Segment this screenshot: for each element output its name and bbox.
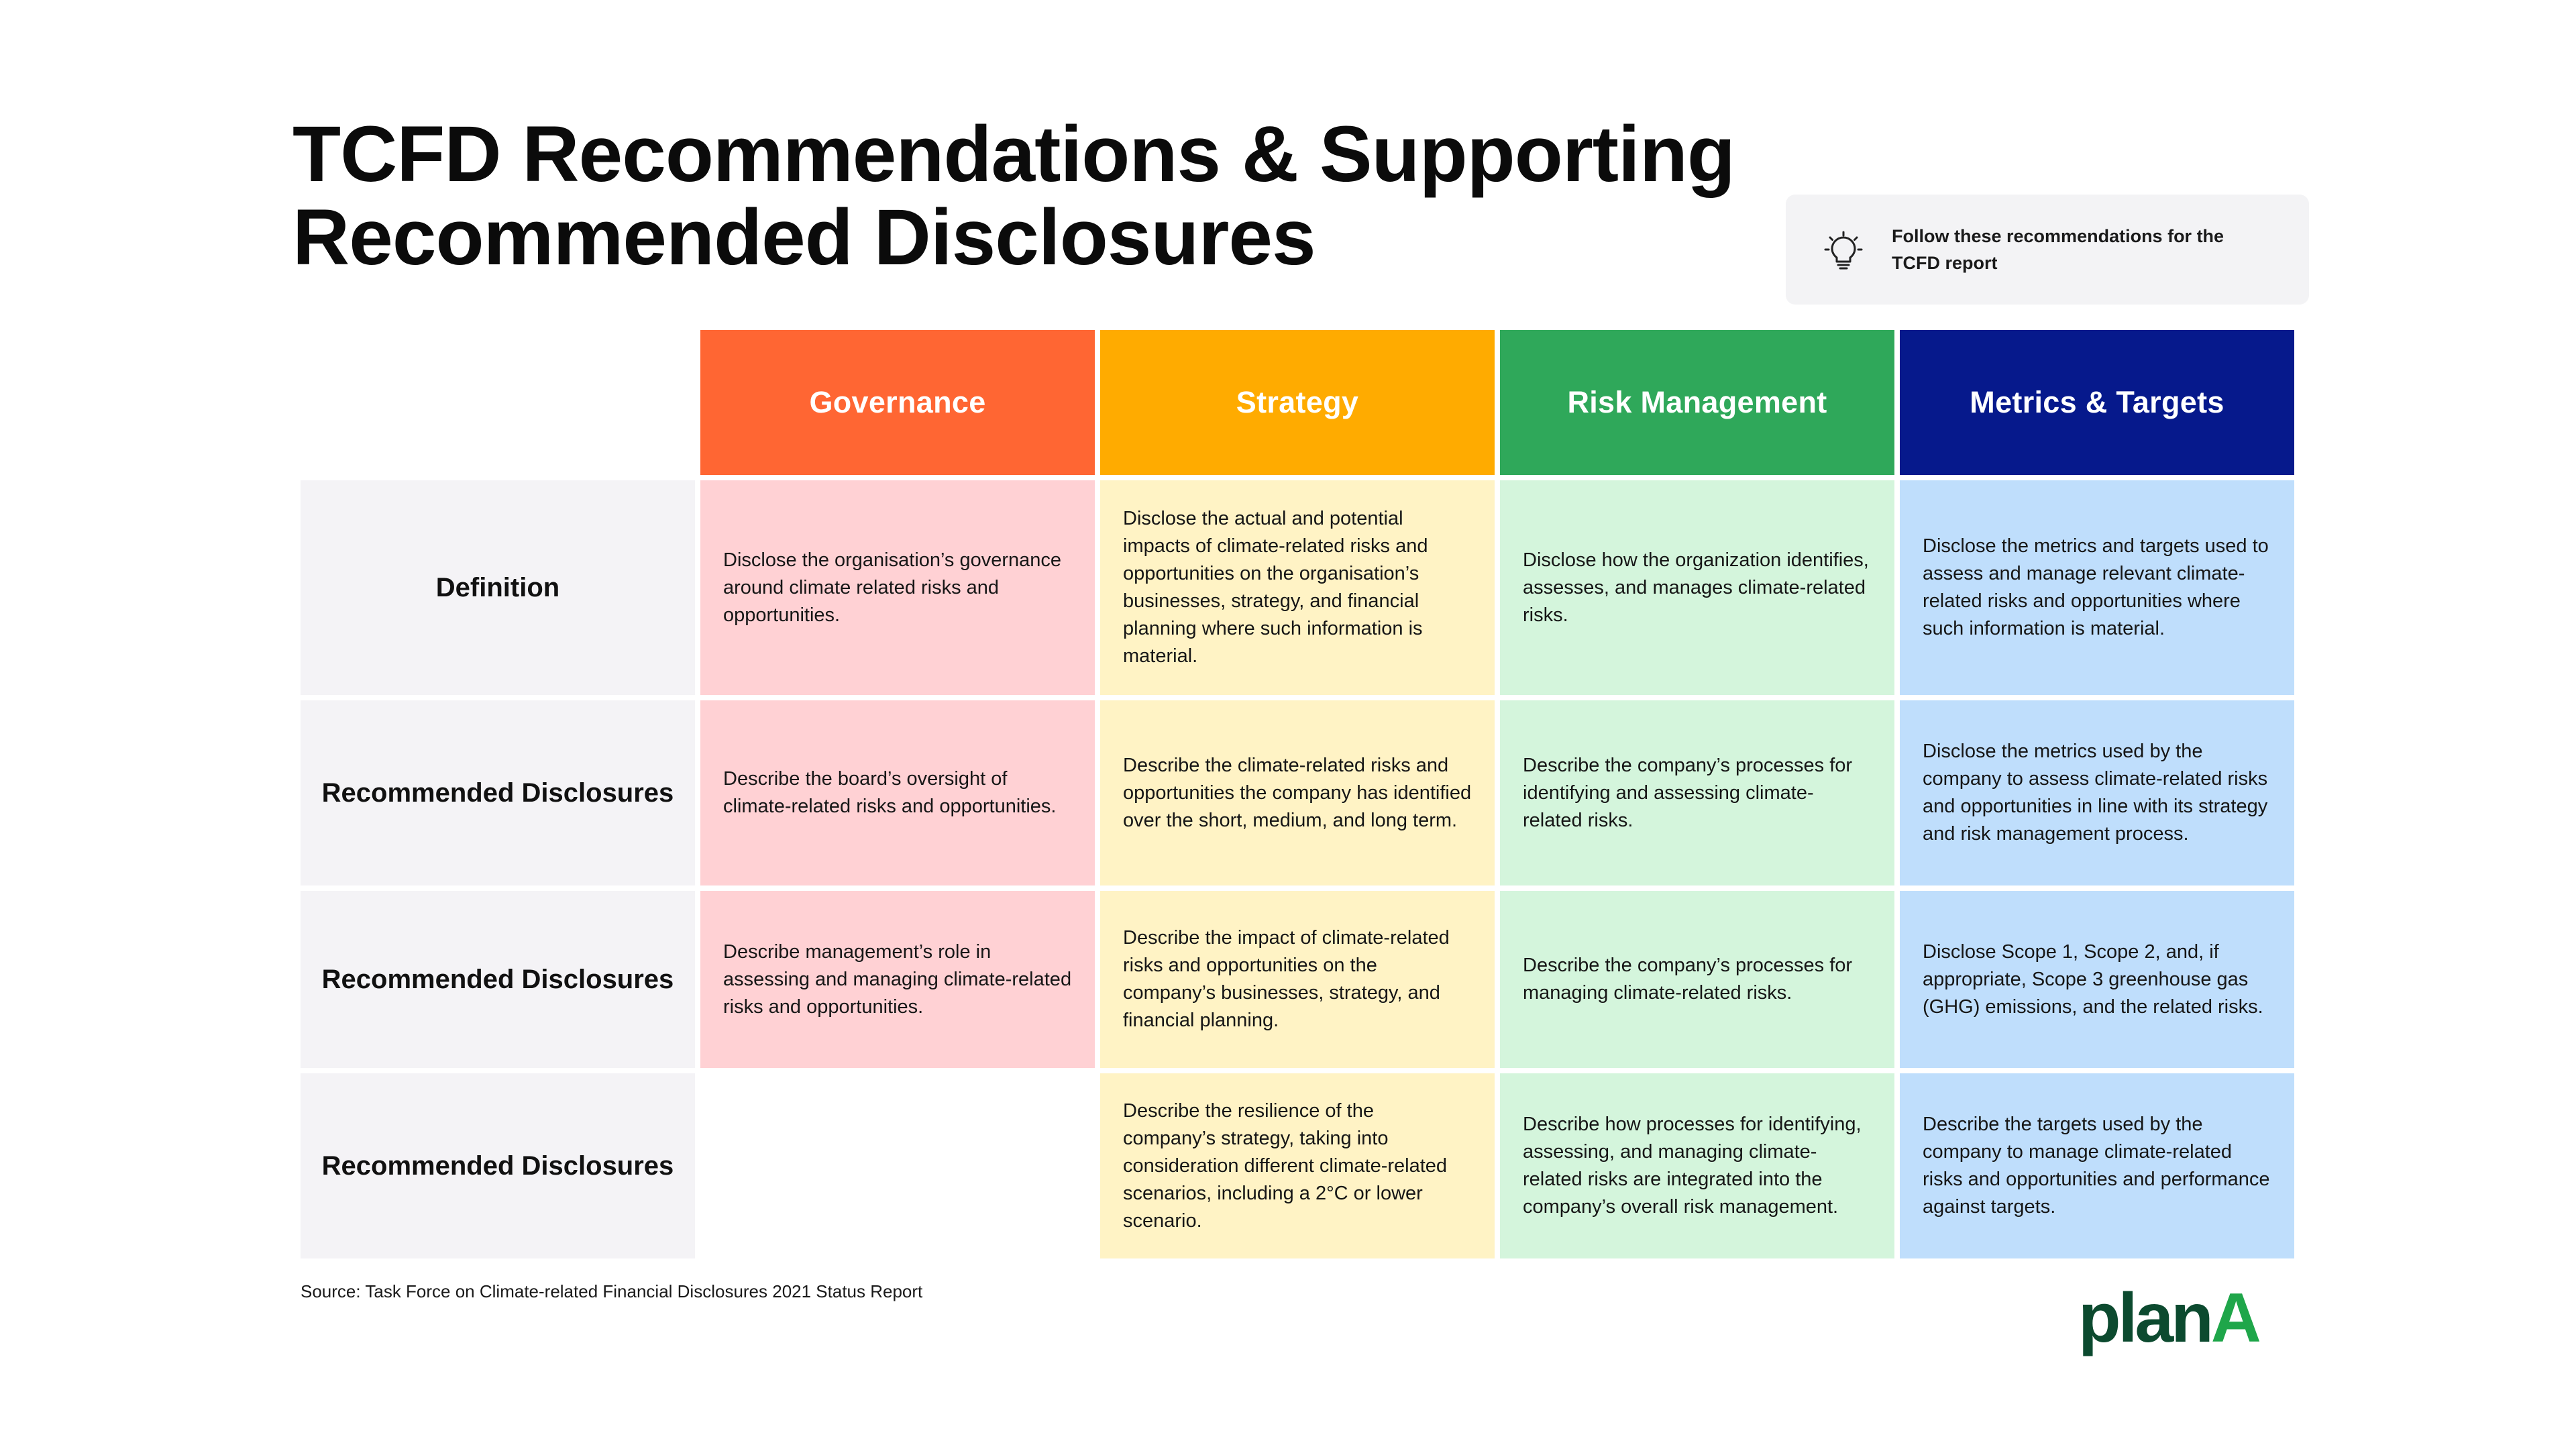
column-header-governance: Governance (700, 330, 1095, 475)
column-header-strategy: Strategy (1100, 330, 1495, 475)
cell-disclosure-c-risk-management: Describe how processes for identifying, assessing, and managing climate-related risks are integrated into the company’s overall risk management. (1500, 1073, 1894, 1258)
cell-definition-metrics-targets: Disclose the metrics and targets used to assess and manage relevant climate-related risks and opportunities where such information is material. (1900, 480, 2294, 695)
cell-disclosure-c-strategy: Describe the resilience of the company’s strategy, taking into consideration different climate-related scenarios, including a 2°C or lower scenario. (1100, 1073, 1495, 1258)
table-corner (301, 330, 695, 475)
cell-disclosure-b-governance: Describe management’s role in assessing and managing climate-related risks and opportunities. (700, 891, 1095, 1068)
plana-logo (2078, 1281, 2259, 1355)
lightbulb-icon (1822, 229, 1865, 272)
page-title-line-1: TCFD Recommendations & Supporting (292, 110, 1735, 199)
tcfd-table (301, 330, 2294, 1258)
column-header-metrics-targets: Metrics & Targets (1900, 330, 2294, 475)
cell-disclosure-b-strategy: Describe the impact of climate-related risks and opportunities on the company’s businesses, strategy, and financial planning. (1100, 891, 1495, 1068)
page-title (292, 110, 1735, 282)
cell-definition-strategy: Disclose the actual and potential impacts of climate-related risks and opportunities on the organisation’s businesses, strategy, and financial planning where such information is material. (1100, 480, 1495, 695)
logo-text-main: plan (2078, 1279, 2211, 1357)
cell-disclosure-b-risk-management: Describe the company’s processes for managing climate-related risks. (1500, 891, 1894, 1068)
cell-definition-risk-management: Disclose how the organization identifies, assesses, and manages climate-related risks. (1500, 480, 1894, 695)
page-title-line-2: Recommended Disclosures (292, 193, 1316, 282)
logo-text-accent: A (2210, 1279, 2259, 1357)
cell-disclosure-c-governance-empty (700, 1073, 1095, 1258)
row-label-recommended-disclosures-a: Recommended Disclosures (301, 700, 695, 885)
cell-disclosure-a-strategy: Describe the climate-related risks and opportunities the company has identified over the short, medium, and long term. (1100, 700, 1495, 885)
cell-disclosure-a-metrics-targets: Disclose the metrics used by the company to assess climate-related risks and opportunities in line with its strategy and risk management process. (1900, 700, 2294, 885)
cell-disclosure-a-risk-management: Describe the company’s processes for identifying and assessing climate-related risks. (1500, 700, 1894, 885)
cell-disclosure-b-metrics-targets: Disclose Scope 1, Scope 2, and, if appropriate, Scope 3 greenhouse gas (GHG) emissions, and the related risks. (1900, 891, 2294, 1068)
tip-callout (1786, 195, 2309, 305)
cell-disclosure-a-governance: Describe the board’s oversight of climate-related risks and opportunities. (700, 700, 1095, 885)
column-header-risk-management: Risk Management (1500, 330, 1894, 475)
row-label-definition: Definition (301, 480, 695, 695)
row-label-recommended-disclosures-b: Recommended Disclosures (301, 891, 695, 1068)
source-note: Source: Task Force on Climate-related Financial Disclosures 2021 Status Report (301, 1281, 923, 1301)
tip-text: Follow these recommendations for the TCFD report (1892, 226, 2224, 273)
row-label-recommended-disclosures-c: Recommended Disclosures (301, 1073, 695, 1258)
cell-definition-governance: Disclose the organisation’s governance around climate related risks and opportunities. (700, 480, 1095, 695)
cell-disclosure-c-metrics-targets: Describe the targets used by the company to manage climate-related risks and opportunities and performance against targets. (1900, 1073, 2294, 1258)
